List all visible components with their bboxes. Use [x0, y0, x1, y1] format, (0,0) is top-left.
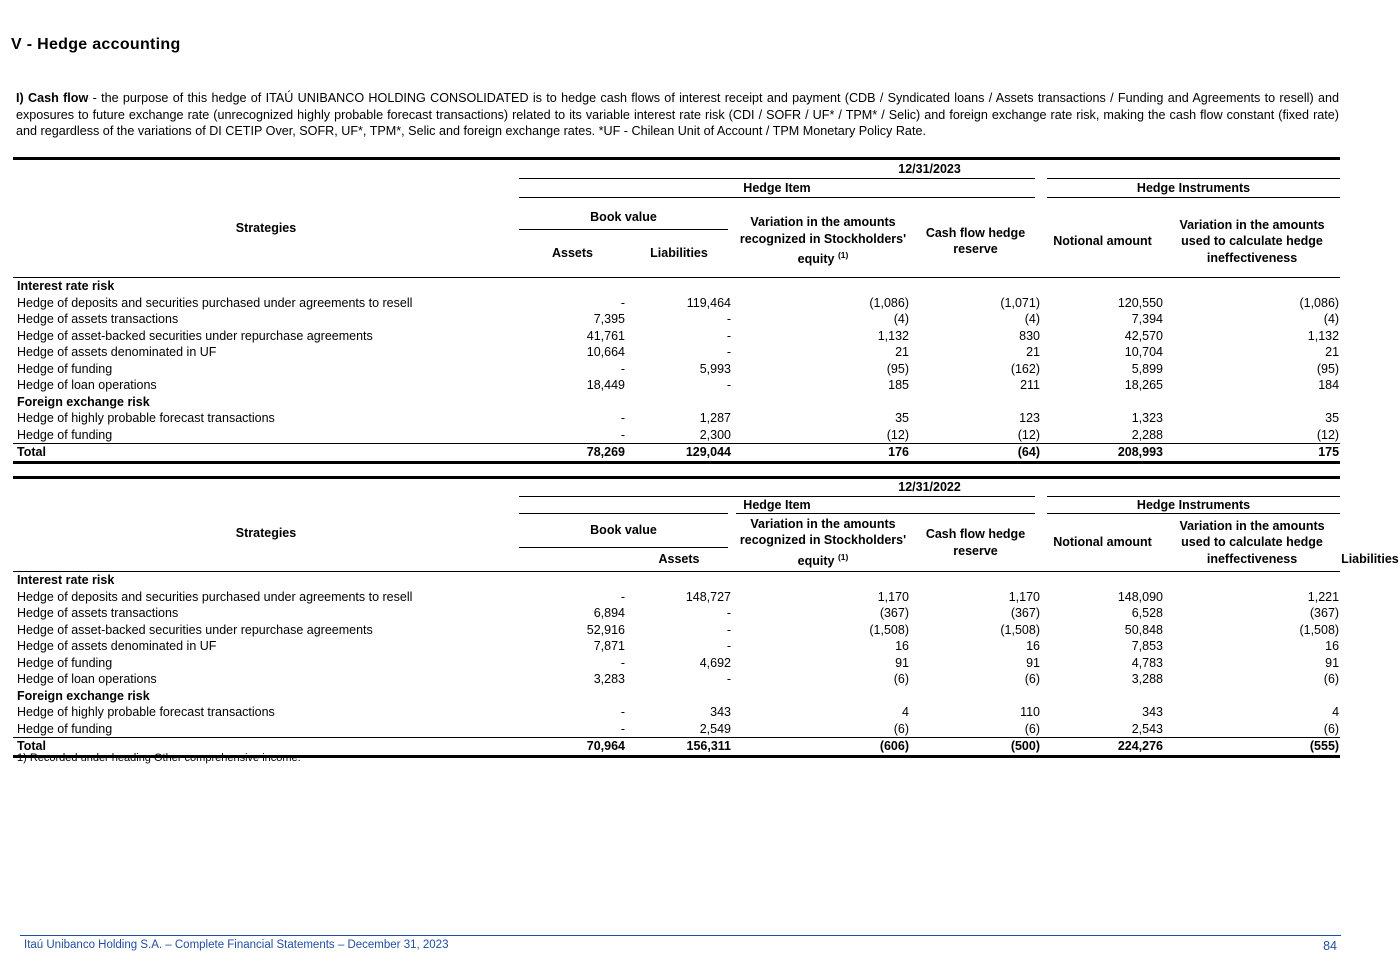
book-value-header: Book value [519, 514, 732, 548]
hedge-instruments-header: Hedge Instruments [1041, 496, 1340, 514]
table-row: Hedge of deposits and securities purchased under agreements to resell - 148,727 1,170 1,170 148,090 1,221 [17, 589, 1340, 604]
assets-header: Assets [552, 246, 593, 261]
table-row: Hedge of funding - 5,993 (95) (162) 5,899 (95) [17, 361, 1340, 376]
strategies-header: Strategies [235, 220, 297, 235]
variation-equity-header: Variation in the amounts recognized in Stockholders' equity $^{(1)}$ [739, 516, 907, 568]
table-row: Hedge of highly probable forecast transactions - 1,287 35 123 1,323 35 [17, 411, 1340, 425]
intro-paragraph [16, 90, 1339, 140]
table-date: 12/31/2022 [519, 478, 1340, 497]
notional-header: Notional amount [1053, 234, 1152, 248]
table-row: Hedge of assets transactions 7,395 - (4) (4) 7,394 (4) [17, 312, 1340, 326]
variation-ineff-header: Variation in the amounts used to calculate hedge ineffectiveness [1179, 217, 1325, 265]
table-row: Hedge of asset-backed securities under repurchase agreements 41,761 - 1,132 830 42,570 1,132 [17, 328, 1340, 343]
cash-flow-reserve-header: Cash flow hedge reserve [925, 225, 1026, 257]
liabilities-header: Liabilities [650, 246, 708, 261]
table-row: Hedge of assets denominated in UF 7,871 - 16 16 7,853 16 [17, 639, 1340, 653]
hedge-item-header: Hedge Item [519, 496, 1041, 514]
total-row: Total 70,964 156,311 (606) (500) 224,276 (555) [13, 738, 1340, 757]
page-number: 84 [1323, 939, 1337, 953]
variation-ineff-header: Variation in the amounts used to calculate hedge ineffectiveness [1179, 518, 1325, 566]
footer-divider [20, 935, 1341, 936]
table-row: Hedge of funding - 2,300 (12) (12) 2,288 (12) [17, 427, 1340, 442]
table-row: Hedge of loan operations 3,283 - (6) (6) 3,288 (6) [17, 672, 1340, 686]
table-date: 12/31/2023 [519, 159, 1340, 179]
table-row: Hedge of assets denominated in UF 10,664 - 21 21 10,704 21 [17, 345, 1340, 359]
assets-header: Assets [658, 552, 700, 567]
table-row: Hedge of funding - 2,549 (6) (6) 2,543 (6) [17, 721, 1340, 736]
hedge-item-header: Hedge Item [519, 179, 1041, 198]
variation-equity-header: Variation in the amounts recognized in Stockholders' equity $^{(1)}$ [739, 215, 907, 267]
hedge-instruments-header: Hedge Instruments [1041, 179, 1340, 198]
section-heading: Foreign exchange risk [17, 394, 150, 409]
intro-text: - the purpose of this hedge of ITAÚ UNIBANCO HOLDING CONSOLIDATED is to hedge cash flows of interest receipt and payment (CDB / Syndicated loans / Assets transactions / Funding and Agreements to resell) and exposures to future exchange rate (unrecognized highly probable forecast transactions) related to its variable interest rate risk (CDI / SOFR / UF* / TPM* / Selic) and foreign exchange rate risk, making the cash flow constant (fixed rate) and regardless of the variations of DI CETIP Over, SOFR, UF*, TPM*, Selic and foreign exchange rates. *UF - Chilean Unit of Account / TPM Monetary Policy Rate. [16, 91, 1339, 138]
strategies-header: Strategies [235, 526, 297, 541]
intro-lead: I) Cash flow [16, 91, 89, 105]
notional-header: Notional amount [1053, 535, 1152, 550]
book-value-header: Book value [519, 206, 732, 230]
table-row: Hedge of loan operations 18,449 - 185 211 18,265 184 [17, 378, 1340, 392]
section-heading: Interest rate risk [17, 573, 115, 587]
footer-text: Itaú Unibanco Holding S.A. – Complete Financial Statements – December 31, 2023 [24, 939, 449, 951]
section-heading: Interest rate risk [17, 279, 115, 293]
hedge-table-2023 [13, 157, 1340, 464]
hedge-table-2022: 12/31/2022 Strategies Hedge Item Hedge Instruments Book value Variation in the amounts recognized in Stockholders' equity $^{(1)}$ Cash flow hedge reserve Notional amount Variation in the amounts used to calculate hedge ineffectiveness Assets Liabilities Interest rate risk Hedge of deposits and securities purchased under agreements to resell - 148,727 1,170 1,170 148,090 1,221 Hedge of assets transactions 6,894 - (367) (367) 6,528 (367) Hedge of asset-backed securities under repurchase agreements 52,916 - (1,508) (1,508) 50,848 (1,508) Hedge of assets denominated in UF 7,871 - 16 16 7,853 16 Hedge of funding - 4,692 91 91 4,783 91 Hedge of loan operations 3,283 - (6) (6) 3,288 (6) Foreign exchange risk Hedge of highly probable forecast transactions - 343 4 110 343 4 Hedge of funding - 2,549 (6) (6) 2,543 (6) Total 70,964 156,311 (606) (500) 224,276 (555) [13, 476, 1340, 758]
section-heading: Foreign exchange risk [17, 688, 150, 703]
cash-flow-reserve-header: Cash flow hedge reserve [925, 527, 1026, 558]
page-title: V - Hedge accounting [11, 36, 181, 53]
footnote: 1) Recorded under heading Other comprehensive income. [17, 752, 301, 764]
table-row: Hedge of deposits and securities purchased under agreements to resell - 119,464 (1,086) (1,071) 120,550 (1,086) [17, 295, 1340, 310]
table-row: Hedge of highly probable forecast transactions - 343 4 110 343 4 [17, 705, 1340, 719]
table-row: Hedge of assets transactions 6,894 - (367) (367) 6,528 (367) [17, 606, 1340, 620]
table-row: Hedge of funding - 4,692 91 91 4,783 91 [17, 655, 1340, 670]
table-row: Hedge of asset-backed securities under repurchase agreements 52,916 - (1,508) (1,508) 50,848 (1,508) [17, 622, 1340, 637]
total-row: Total 78,269 129,044 176 (64) 208,993 175 [13, 444, 1340, 463]
